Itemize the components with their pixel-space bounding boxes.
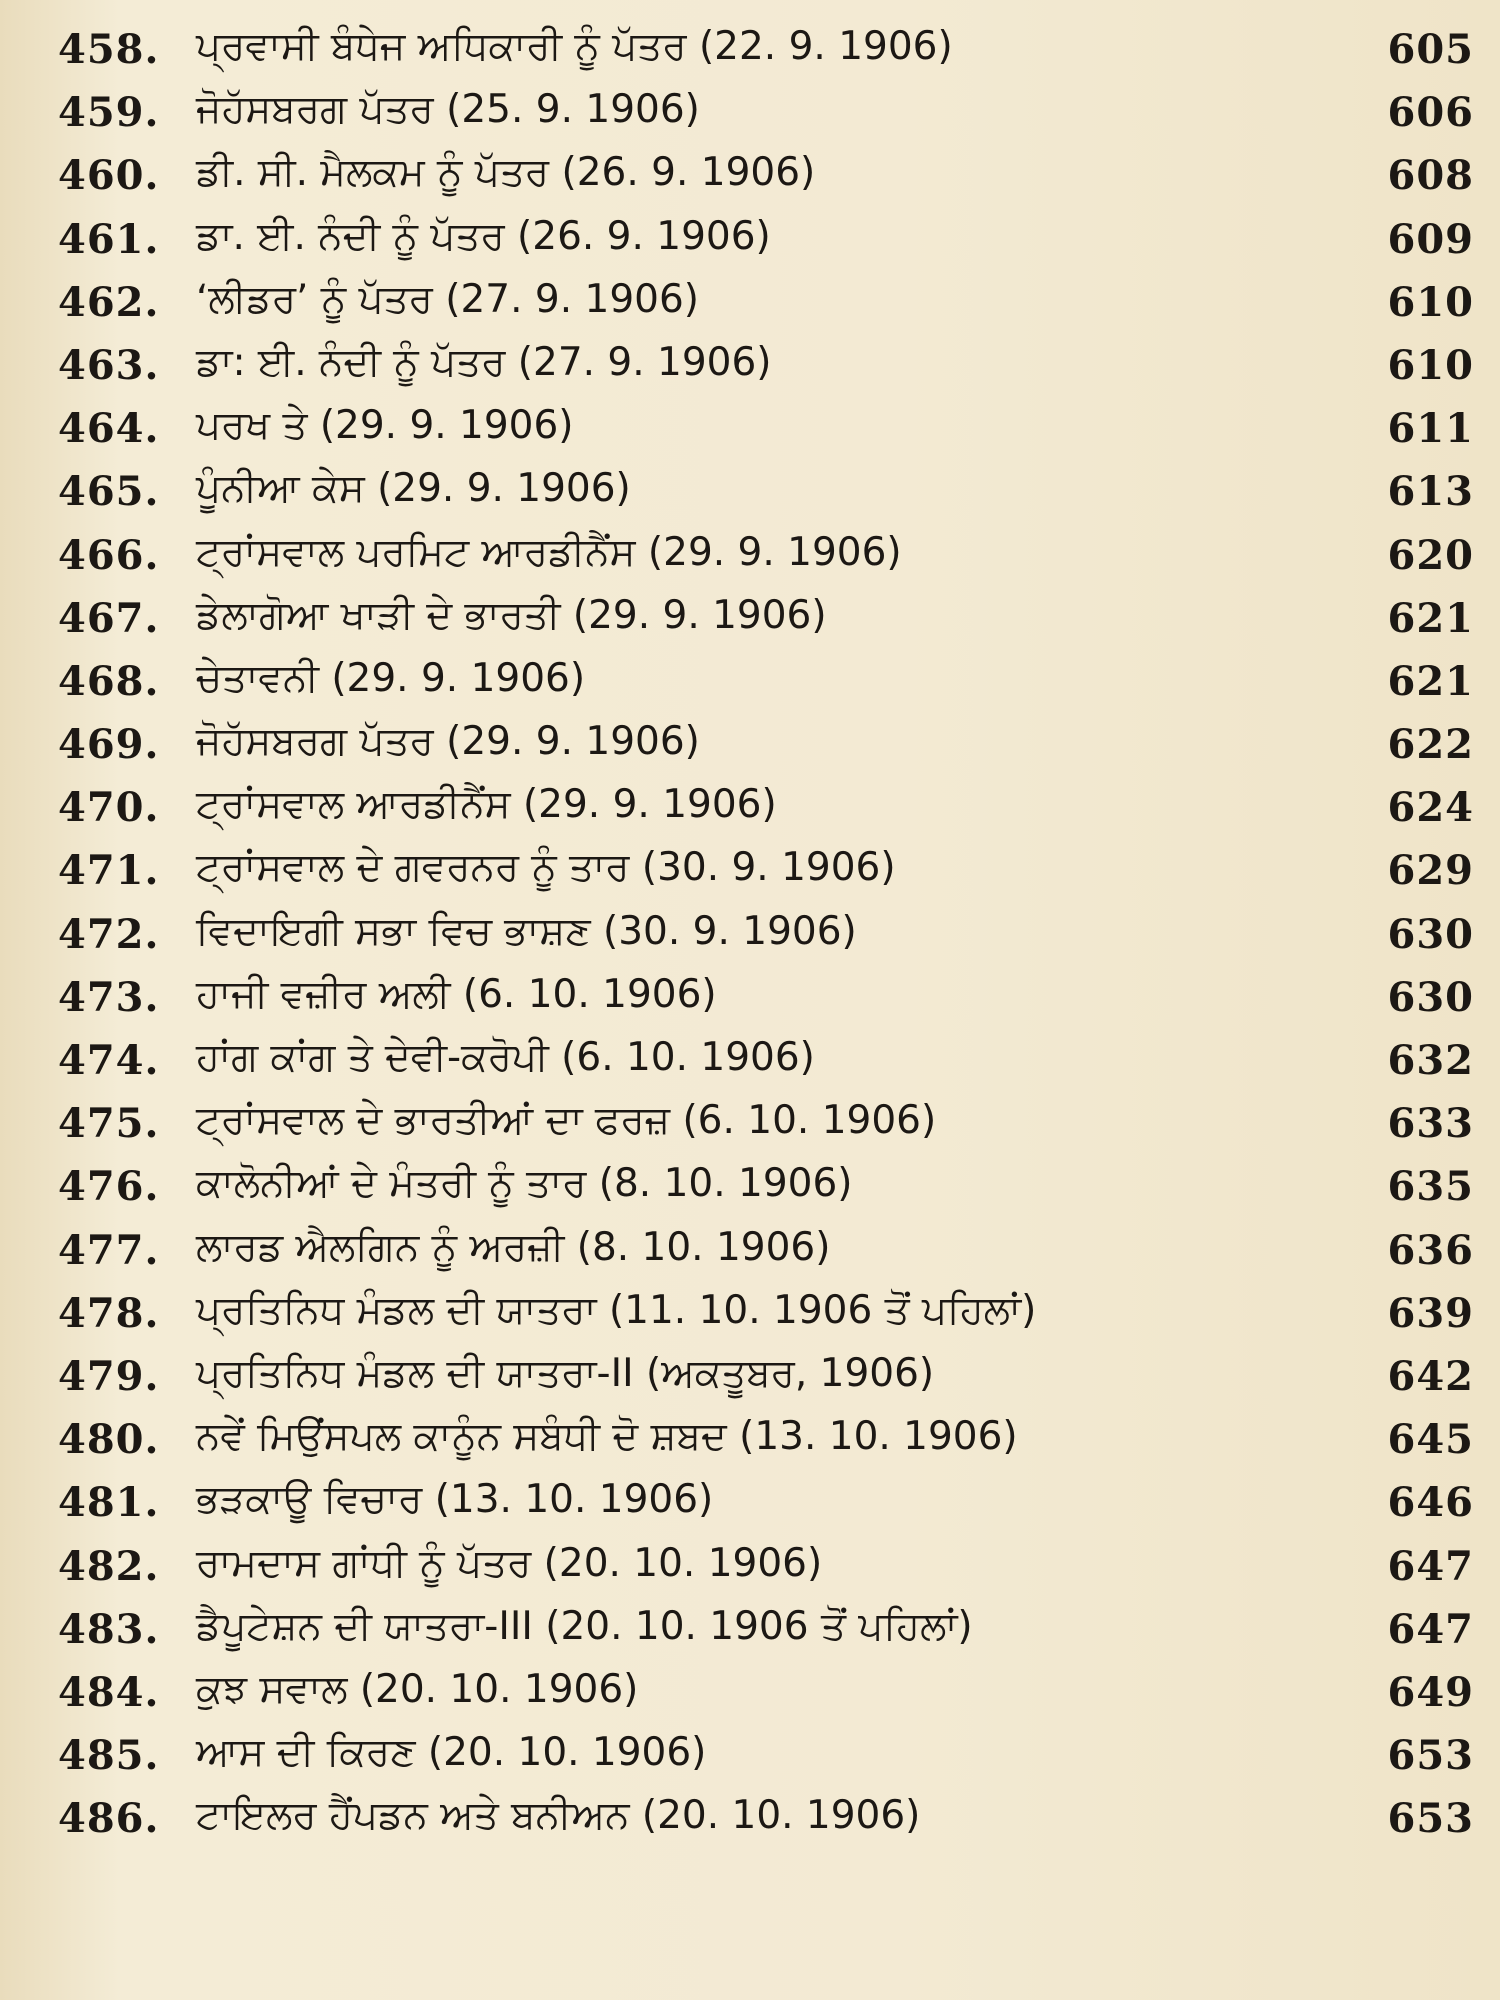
entry-title: ਨਵੇਂ ਮਿਉਂਸਪਲ ਕਾਨੂੰਨ ਸਬੰਧੀ ਦੋ ਸ਼ਬਦ (13. 10. 1906) (196, 1414, 1018, 1460)
toc-entry (0, 650, 1500, 713)
toc-entry (0, 334, 1500, 397)
entry-title: ਡਾ. ਈ. ਨੰਦੀ ਨੂੰ ਪੱਤਰ (26. 9. 1906) (196, 213, 771, 259)
entry-page: 611 (1387, 405, 1474, 453)
entry-title: ਭੜਕਾਊ ਵਿਚਾਰ (13. 10. 1906) (196, 1477, 714, 1523)
entry-number: 470. (58, 784, 160, 832)
entry-page: 610 (1387, 341, 1474, 389)
entry-number: 473. (58, 973, 160, 1021)
entry-page: 630 (1387, 910, 1474, 958)
toc-entry (0, 1408, 1500, 1471)
entry-page: 646 (1387, 1479, 1474, 1527)
entry-title: ਪ੍ਰਤਿਨਿਧ ਮੰਡਲ ਦੀ ਯਾਤਰਾ-II (ਅਕਤੂਬਰ, 1906) (196, 1350, 935, 1396)
entry-number: 477. (58, 1226, 160, 1274)
toc-entry (0, 1535, 1500, 1598)
entry-page: 609 (1387, 215, 1474, 263)
entry-page: 653 (1387, 1795, 1474, 1843)
entry-number: 478. (58, 1289, 160, 1337)
entry-number: 464. (58, 405, 160, 453)
entry-page: 606 (1387, 89, 1474, 137)
entry-title: ਆਸ ਦੀ ਕਿਰਣ (20. 10. 1906) (196, 1730, 707, 1776)
entry-number: 468. (58, 657, 160, 705)
entry-page: 608 (1387, 152, 1474, 200)
entry-number: 467. (58, 594, 160, 642)
toc-entry (0, 18, 1500, 81)
toc-entry (0, 1598, 1500, 1661)
entry-page: 647 (1387, 1605, 1474, 1653)
entry-number: 476. (58, 1163, 160, 1211)
toc-entry (0, 81, 1500, 144)
entry-title: ਟ੍ਰਾਂਸਵਾਲ ਆਰਡੀਨੈਂਸ (29. 9. 1906) (196, 782, 777, 828)
toc-entry (0, 587, 1500, 650)
toc-entry (0, 460, 1500, 523)
entry-number: 458. (58, 26, 160, 73)
entry-number: 461. (58, 215, 160, 263)
entry-number: 480. (58, 1416, 160, 1464)
entry-title: ਵਿਦਾਇਗੀ ਸਭਾ ਵਿਚ ਭਾਸ਼ਣ (30. 9. 1906) (196, 908, 857, 954)
toc-entry (0, 903, 1500, 966)
entry-number: 466. (58, 531, 160, 579)
entry-page: 645 (1387, 1416, 1474, 1464)
entry-page: 633 (1387, 1100, 1474, 1148)
entry-page: 622 (1387, 721, 1474, 769)
entry-number: 486. (58, 1795, 160, 1843)
entry-number: 463. (58, 341, 160, 389)
entry-number: 462. (58, 278, 160, 326)
entry-page: 653 (1387, 1732, 1474, 1780)
toc-entry (0, 1219, 1500, 1282)
entry-title: ਪ੍ਰਤਿਨਿਧ ਮੰਡਲ ਦੀ ਯਾਤਰਾ (11. 10. 1906 ਤੋਂ ਪਹਿਲਾਂ) (196, 1287, 1037, 1333)
entry-page: 613 (1387, 468, 1474, 516)
entry-page: 605 (1387, 26, 1474, 73)
toc-entry (0, 776, 1500, 839)
entry-title: ਜੋਹੱਸਬਰਗ ਪੱਤਰ (29. 9. 1906) (196, 719, 700, 765)
toc-entry (0, 1661, 1500, 1724)
entry-number: 472. (58, 910, 160, 958)
toc-entry (0, 1471, 1500, 1534)
entry-title: ਰਾਮਦਾਸ ਗਾਂਧੀ ਨੂੰ ਪੱਤਰ (20. 10. 1906) (196, 1540, 823, 1586)
toc-entry (0, 1029, 1500, 1092)
entry-number: 485. (58, 1732, 160, 1780)
entry-title: ਪ੍ਰਵਾਸੀ ਬੰਧੇਜ ਅਧਿਕਾਰੀ ਨੂੰ ਪੱਤਰ (22. 9. 1906) (196, 24, 953, 69)
entry-title: ਟ੍ਰਾਂਸਵਾਲ ਦੇ ਭਾਰਤੀਆਂ ਦਾ ਫਰਜ਼ (6. 10. 1906) (196, 1098, 937, 1144)
toc-entry (0, 144, 1500, 207)
entry-number: 474. (58, 1037, 160, 1084)
toc-entry (0, 839, 1500, 902)
entry-page: 642 (1387, 1352, 1474, 1400)
entry-number: 481. (58, 1479, 160, 1527)
entry-page: 624 (1387, 784, 1474, 832)
toc-entry (0, 1787, 1500, 1850)
entry-number: 482. (58, 1542, 160, 1590)
entry-number: 471. (58, 847, 160, 895)
entry-title: ਚੇਤਾਵਨੀ (29. 9. 1906) (196, 655, 586, 701)
entry-title: ਹਾਜੀ ਵਜ਼ੀਰ ਅਲੀ (6. 10. 1906) (196, 971, 717, 1017)
entry-title: ਹਾਂਗ ਕਾਂਗ ਤੇ ਦੇਵੀ-ਕਰੋਪੀ (6. 10. 1906) (196, 1035, 815, 1080)
entry-number: 483. (58, 1605, 160, 1653)
toc-entry (0, 524, 1500, 587)
entry-title: ਟਾਇਲਰ ਹੈਂਪਡਨ ਅਤੇ ਬਨੀਅਨ (20. 10. 1906) (196, 1793, 921, 1839)
toc-entry (0, 208, 1500, 271)
toc-entry (0, 1345, 1500, 1408)
entry-title: ਡੇਲਾਗੋਆ ਖਾੜੀ ਦੇ ਭਾਰਤੀ (29. 9. 1906) (196, 592, 827, 638)
entry-page: 636 (1387, 1226, 1474, 1274)
entry-number: 460. (58, 152, 160, 200)
entry-page: 620 (1387, 531, 1474, 579)
toc-entry (0, 1155, 1500, 1218)
entry-page: 635 (1387, 1163, 1474, 1211)
entry-number: 475. (58, 1100, 160, 1148)
entry-number: 459. (58, 89, 160, 137)
table-of-contents (0, 18, 1500, 1850)
entry-page: 639 (1387, 1289, 1474, 1337)
toc-entry (0, 271, 1500, 334)
entry-page: 610 (1387, 278, 1474, 326)
entry-page: 632 (1387, 1037, 1474, 1084)
entry-title: ਡੈਪੂਟੇਸ਼ਨ ਦੀ ਯਾਤਰਾ-III (20. 10. 1906 ਤੋਂ ਪਹਿਲਾਂ) (196, 1603, 973, 1649)
toc-entry (0, 1282, 1500, 1345)
entry-number: 465. (58, 468, 160, 516)
entry-title: ਜੋਹੱਸਬਰਗ ਪੱਤਰ (25. 9. 1906) (196, 87, 700, 133)
entry-title: ਕਾਲੋਨੀਆਂ ਦੇ ਮੰਤਰੀ ਨੂੰ ਤਾਰ (8. 10. 1906) (196, 1161, 853, 1207)
toc-entry (0, 1724, 1500, 1787)
entry-number: 479. (58, 1352, 160, 1400)
entry-page: 621 (1387, 657, 1474, 705)
entry-title: ਡਾ: ਈ. ਨੰਦੀ ਨੂੰ ਪੱਤਰ (27. 9. 1906) (196, 339, 772, 385)
entry-title: ਕੁਝ ਸਵਾਲ (20. 10. 1906) (196, 1666, 639, 1712)
toc-entry (0, 397, 1500, 460)
entry-page: 649 (1387, 1668, 1474, 1716)
entry-number: 484. (58, 1668, 160, 1716)
entry-title: ਟ੍ਰਾਂਸਵਾਲ ਪਰਮਿਟ ਆਰਡੀਨੈਂਸ (29. 9. 1906) (196, 529, 902, 575)
toc-entry (0, 1092, 1500, 1155)
entry-page: 621 (1387, 594, 1474, 642)
entry-number: 469. (58, 721, 160, 769)
entry-page: 629 (1387, 847, 1474, 895)
entry-page: 630 (1387, 973, 1474, 1021)
entry-page: 647 (1387, 1542, 1474, 1590)
entry-title: ਪਰਖ ਤੇ (29. 9. 1906) (196, 403, 574, 449)
entry-title: ਪੂੰਨੀਆ ਕੇਸ (29. 9. 1906) (196, 466, 631, 512)
entry-title: ਡੀ. ਸੀ. ਮੈਲਕਮ ਨੂੰ ਪੱਤਰ (26. 9. 1906) (196, 150, 816, 196)
toc-entry (0, 713, 1500, 776)
entry-title: ‘ਲੀਡਰ’ ਨੂੰ ਪੱਤਰ (27. 9. 1906) (196, 276, 699, 322)
entry-title: ਲਾਰਡ ਐਲਗਿਨ ਨੂੰ ਅਰਜ਼ੀ (8. 10. 1906) (196, 1224, 831, 1270)
entry-title: ਟ੍ਰਾਂਸਵਾਲ ਦੇ ਗਵਰਨਰ ਨੂੰ ਤਾਰ (30. 9. 1906) (196, 845, 896, 891)
toc-entry (0, 966, 1500, 1029)
